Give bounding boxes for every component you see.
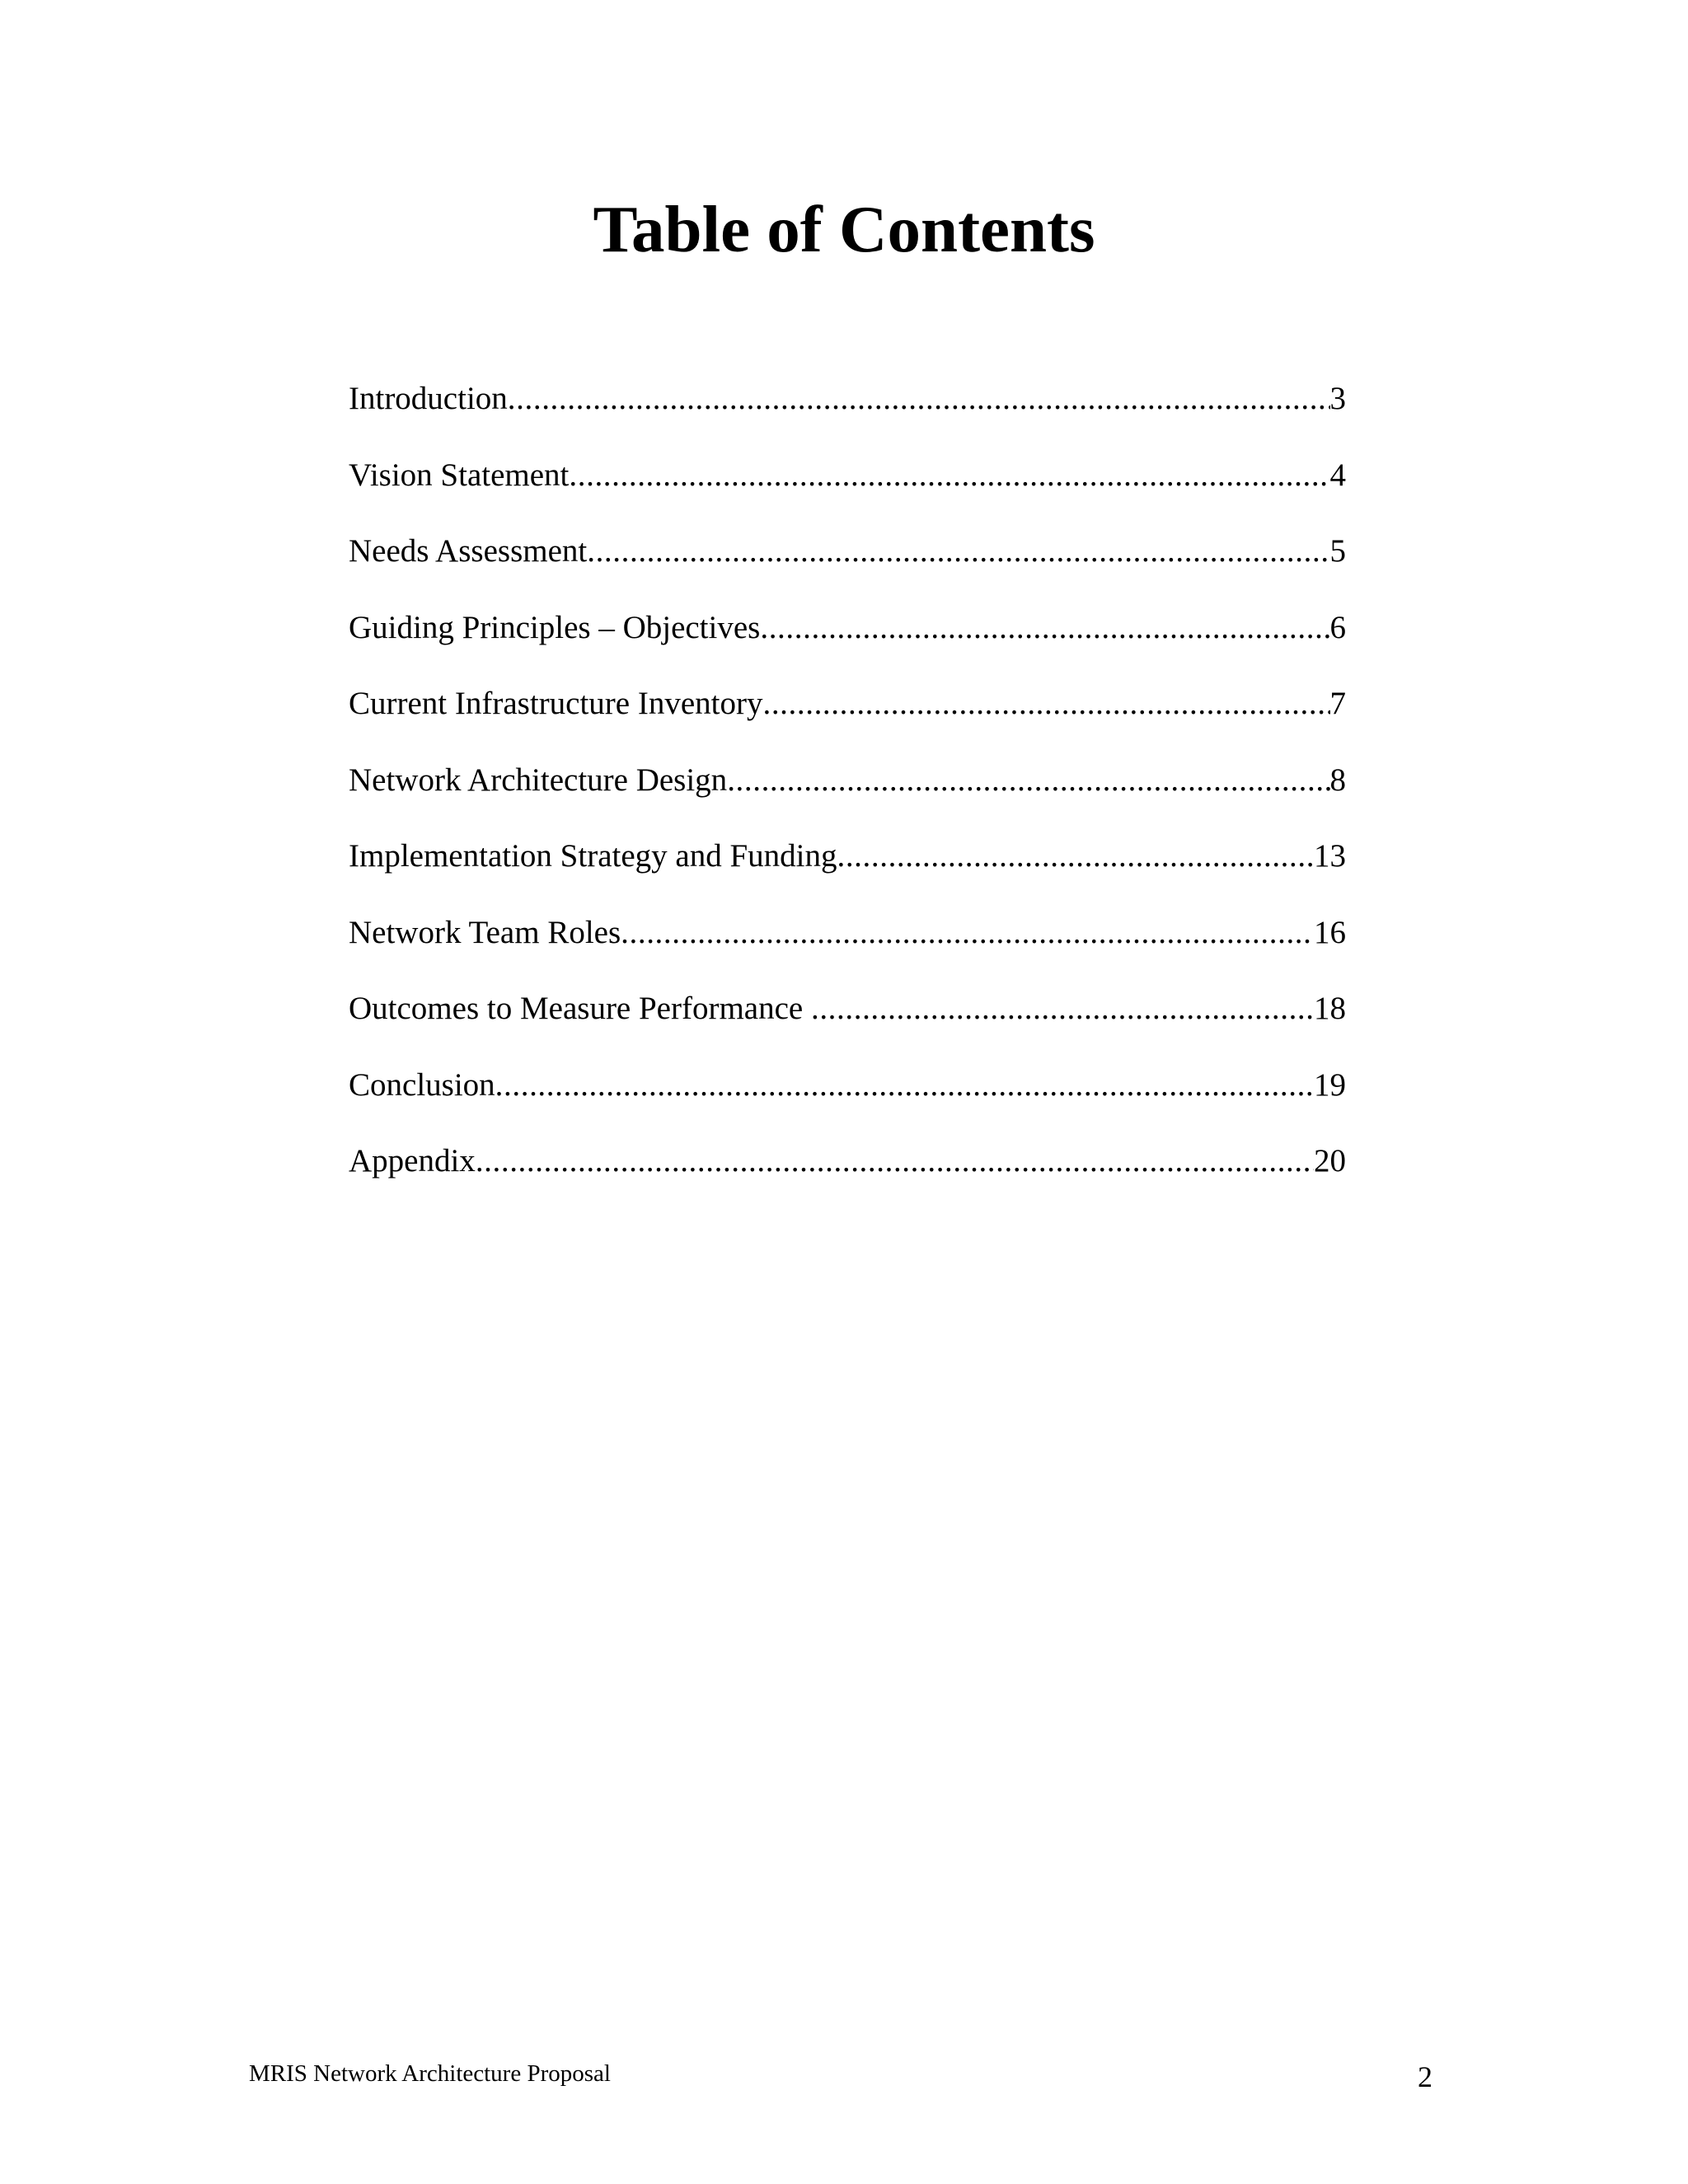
- toc-entry-label: Conclusion: [349, 1066, 495, 1103]
- toc-entry-page: 16: [1314, 914, 1346, 950]
- toc-entry-page: 13: [1314, 838, 1346, 874]
- toc-entry-guiding-principles[interactable]: [349, 605, 1346, 682]
- toc-entry-page: 7: [1329, 686, 1346, 721]
- toc-entry-label: Current Infrastructure Inventory: [349, 686, 763, 721]
- toc-entry-page: 3: [1329, 381, 1346, 416]
- toc-entry-needs-assessment[interactable]: [349, 528, 1346, 605]
- toc-dot-leader: [476, 1138, 1314, 1184]
- toc-entry-network-architecture-design[interactable]: [349, 757, 1346, 834]
- toc-dot-leader: [621, 910, 1314, 956]
- toc-entry-vision-statement[interactable]: [349, 452, 1346, 529]
- toc-entry-label: Needs Assessment: [349, 533, 588, 569]
- toc-entry-label: Introduction: [349, 381, 508, 416]
- toc-dot-leader: [811, 986, 1314, 1032]
- toc-entry-implementation-strategy[interactable]: [349, 833, 1346, 910]
- toc-entry-page: 8: [1329, 762, 1346, 798]
- toc-dot-leader: [508, 376, 1330, 422]
- table-of-contents: [349, 376, 1346, 1215]
- toc-entry-network-team-roles[interactable]: [349, 910, 1346, 987]
- toc-dot-leader: [837, 833, 1314, 879]
- toc-entry-page: 18: [1314, 991, 1346, 1026]
- toc-dot-leader: [760, 605, 1329, 651]
- toc-entry-page: 4: [1329, 457, 1346, 493]
- toc-dot-leader: [762, 681, 1329, 727]
- toc-entry-label: Implementation Strategy and Funding: [349, 838, 837, 874]
- toc-entry-introduction[interactable]: [349, 376, 1346, 452]
- toc-entry-page: 6: [1329, 609, 1346, 645]
- toc-entry-page: 20: [1314, 1143, 1346, 1179]
- toc-entry-outcomes[interactable]: [349, 986, 1346, 1062]
- toc-entry-label: Vision Statement: [349, 457, 570, 493]
- toc-entry-appendix[interactable]: [349, 1138, 1346, 1215]
- toc-entry-label: Appendix: [349, 1143, 476, 1179]
- toc-entry-label: Outcomes to Measure Performance: [349, 991, 811, 1026]
- toc-entry-page: 19: [1314, 1066, 1346, 1103]
- footer-page-number: 2: [1418, 2060, 1432, 2093]
- toc-entry-label: Network Architecture Design: [349, 762, 728, 798]
- toc-dot-leader: [727, 757, 1329, 804]
- toc-entry-page: 5: [1329, 533, 1346, 569]
- toc-entry-label: Guiding Principles – Objectives: [349, 609, 761, 645]
- toc-entry-current-infrastructure-inventory[interactable]: [349, 681, 1346, 757]
- toc-dot-leader: [495, 1062, 1314, 1108]
- toc-dot-leader: [587, 528, 1329, 574]
- toc-entry-conclusion[interactable]: [349, 1062, 1346, 1139]
- footer-document-name: MRIS Network Architecture Proposal: [249, 2060, 611, 2087]
- page-title: Table of Contents: [593, 192, 1095, 266]
- toc-dot-leader: [569, 452, 1329, 499]
- toc-entry-label: Network Team Roles: [349, 914, 621, 950]
